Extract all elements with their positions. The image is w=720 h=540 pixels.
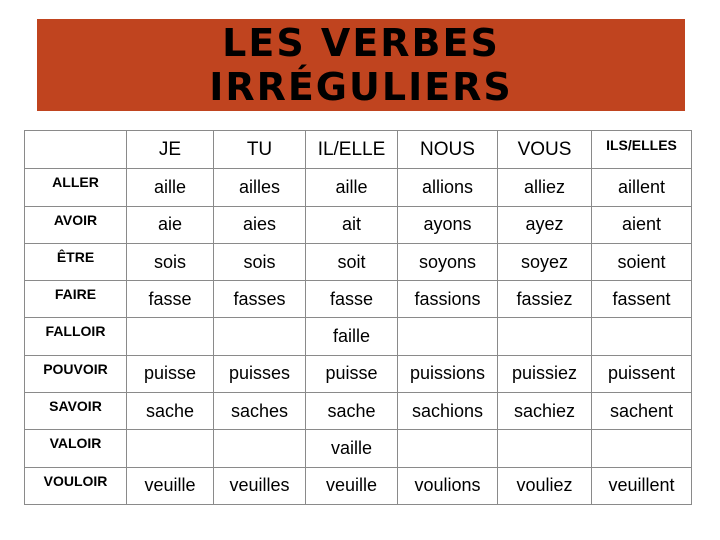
conjugation-cell: [498, 318, 592, 355]
conjugation-cell: soient: [592, 243, 692, 280]
conjugation-cell: soyez: [498, 243, 592, 280]
conjugation-cell: [398, 318, 498, 355]
verb-label: VOULOIR: [25, 467, 127, 504]
verb-label: AVOIR: [25, 206, 127, 243]
title-line-1: LES VERBES: [222, 21, 500, 65]
title-banner: [37, 19, 685, 111]
table-row: [25, 281, 692, 318]
column-header-ils-elles: ILS/ELLES: [592, 131, 692, 169]
conjugation-cell: ayez: [498, 206, 592, 243]
title-line-2: IRRÉGULIERS: [209, 65, 513, 109]
column-header-nous: NOUS: [398, 131, 498, 169]
conjugation-cell: [498, 430, 592, 467]
conjugation-cell: puissions: [398, 355, 498, 392]
table-row: [25, 206, 692, 243]
conjugation-cell: [398, 430, 498, 467]
column-header-vous: VOUS: [498, 131, 592, 169]
conjugation-cell: aille: [127, 169, 214, 206]
table-row: [25, 393, 692, 430]
table-row: [25, 243, 692, 280]
verb-label: FALLOIR: [25, 318, 127, 355]
conjugation-cell: vaille: [306, 430, 398, 467]
verb-label: POUVOIR: [25, 355, 127, 392]
column-header-tu: TU: [214, 131, 306, 169]
verb-label: ALLER: [25, 169, 127, 206]
conjugation-cell: [127, 318, 214, 355]
column-header-je: JE: [127, 131, 214, 169]
conjugation-cell: [592, 318, 692, 355]
conjugation-cell: faille: [306, 318, 398, 355]
verb-label: FAIRE: [25, 281, 127, 318]
conjugation-cell: puisses: [214, 355, 306, 392]
verb-label: VALOIR: [25, 430, 127, 467]
conjugation-cell: sois: [127, 243, 214, 280]
conjugation-cell: veuilles: [214, 467, 306, 504]
conjugation-cell: vouliez: [498, 467, 592, 504]
conjugation-cell: sachiez: [498, 393, 592, 430]
conjugation-cell: allions: [398, 169, 498, 206]
conjugation-cell: ait: [306, 206, 398, 243]
table-row: [25, 355, 692, 392]
header-row: [25, 131, 692, 169]
conjugation-cell: fassions: [398, 281, 498, 318]
verb-label: SAVOIR: [25, 393, 127, 430]
table-row: [25, 467, 692, 504]
conjugation-cell: ailles: [214, 169, 306, 206]
column-header-il-elle: IL/ELLE: [306, 131, 398, 169]
conjugation-cell: [214, 430, 306, 467]
corner-cell: [25, 131, 127, 169]
conjugation-cell: voulions: [398, 467, 498, 504]
conjugation-cell: aie: [127, 206, 214, 243]
conjugation-cell: soyons: [398, 243, 498, 280]
conjugation-cell: ayons: [398, 206, 498, 243]
conjugation-cell: [214, 318, 306, 355]
conjugation-cell: fassiez: [498, 281, 592, 318]
conjugation-cell: fasse: [306, 281, 398, 318]
conjugation-cell: veuillent: [592, 467, 692, 504]
conjugation-cell: saches: [214, 393, 306, 430]
conjugation-cell: puissiez: [498, 355, 592, 392]
conjugation-cell: aille: [306, 169, 398, 206]
conjugation-cell: aies: [214, 206, 306, 243]
page-title: [209, 21, 513, 109]
conjugation-cell: sachions: [398, 393, 498, 430]
conjugation-cell: fassent: [592, 281, 692, 318]
conjugation-cell: alliez: [498, 169, 592, 206]
verb-label: ÊTRE: [25, 243, 127, 280]
table-body: [25, 131, 692, 505]
table-row: [25, 430, 692, 467]
conjugation-cell: puisse: [306, 355, 398, 392]
conjugation-cell: sois: [214, 243, 306, 280]
table-row: [25, 169, 692, 206]
conjugation-cell: aient: [592, 206, 692, 243]
conjugation-cell: sache: [127, 393, 214, 430]
conjugation-cell: fasses: [214, 281, 306, 318]
conjugation-cell: soit: [306, 243, 398, 280]
table-row: [25, 318, 692, 355]
conjugation-cell: [592, 430, 692, 467]
conjugation-cell: veuille: [127, 467, 214, 504]
conjugation-cell: [127, 430, 214, 467]
conjugation-cell: veuille: [306, 467, 398, 504]
conjugation-table: [24, 130, 692, 505]
conjugation-cell: sache: [306, 393, 398, 430]
conjugation-cell: fasse: [127, 281, 214, 318]
conjugation-cell: sachent: [592, 393, 692, 430]
conjugation-cell: aillent: [592, 169, 692, 206]
conjugation-cell: puissent: [592, 355, 692, 392]
conjugation-cell: puisse: [127, 355, 214, 392]
